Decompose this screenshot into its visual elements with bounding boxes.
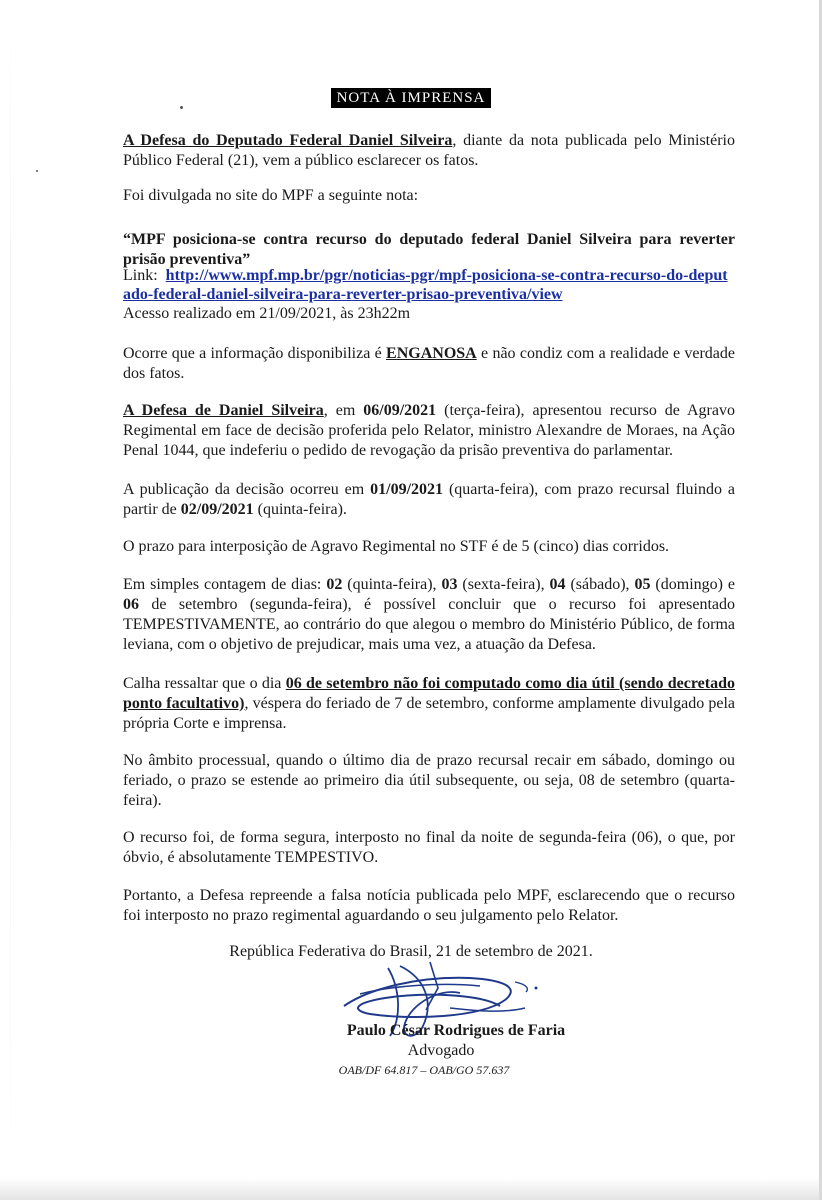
signer-name: Paulo César Rodrigues de Faria [346, 1022, 566, 1039]
ambito-paragraph: No âmbito processual, quando o último dia de prazo recursal recair em sábado, domingo ou feriado, o prazo se estende ao primeiro dia útil subsequente, ou seja, 08 de setembro (quarta-feira). [123, 752, 735, 809]
day-05: 05 [634, 576, 651, 593]
calha-highlight: 06 de setembro não foi computado como dia útil (sendo decretado ponto facultativo) [123, 675, 735, 712]
recurso-paragraph: O recurso foi, de forma segura, interposto no final da noite de segunda-feira (06), o que, por óbvio, é absolutamente TEMPESTIVO. [123, 829, 735, 866]
contagem-text-2: (quinta-feira), [342, 576, 442, 593]
signer-oab: OAB/DF 64.817 – OAB/GO 57.637 [338, 1063, 510, 1077]
day-03: 03 [441, 576, 458, 593]
signer-role: Advogado [407, 1042, 475, 1059]
portanto-paragraph: Portanto, a Defesa repreende a falsa notícia publicada pelo MPF, esclarecendo que o recurso foi interposto no prazo regimental aguardando o seu julgamento pelo Relator. [123, 887, 735, 924]
contagem-text-6: de setembro (segunda-feira), é possível concluir que o recurso foi apresentado TEMPESTIVAMENTE, ao contrário do que alegou o membro do Ministério Público, de forma leviana, com o objetivo de prejudicar, mais uma vez, a atuação da Defesa. [123, 596, 735, 653]
enganosa-paragraph [123, 344, 735, 384]
prazo-paragraph: O prazo para interposição de Agravo Regimental no STF é de 5 (cinco) dias corridos. [123, 538, 670, 555]
day-06: 06 [123, 596, 139, 613]
intro-paragraph [123, 131, 735, 171]
calha-text-2: , véspera do feriado de 7 de setembro, conforme amplamente divulgado pela própria Corte e imprensa. [123, 695, 736, 732]
publicacao-text-2: (quarta-feira), com prazo recursal fluindo a partir de [123, 481, 736, 518]
defesa-text-1: , em [323, 402, 364, 419]
place-date: República Federativa do Brasil, 21 de setembro de 2021. [229, 943, 593, 960]
publicacao-date-2: 02/09/2021 [180, 501, 254, 518]
access-date: Acesso realizado em 21/09/2021, às 23h22m [123, 305, 411, 322]
contagem-text-5: (domingo) e [650, 576, 736, 593]
page-bottom-shade [0, 1178, 819, 1200]
contagem-text-3: (sexta-feira), [457, 576, 550, 593]
day-04: 04 [549, 576, 566, 593]
title-container [0, 88, 822, 108]
enganosa-pre: Ocorre que a informação disponibiliza é [123, 345, 387, 362]
enganosa-keyword: ENGANOSA [386, 345, 477, 362]
link-paragraph [123, 266, 735, 323]
publicacao-text-3: (quinta-feira). [253, 501, 347, 518]
defesa-text-2: (terça-feira), apresentou recurso de Agravo Regimental em face de decisão proferida pelo Relator, ministro Alexandre de Moraes, na Ação Penal 1044, que indeferiu o pedido de revogação da prisão preventiva do parlamentar. [123, 402, 735, 459]
contagem-text-4: (sábado), [565, 576, 635, 593]
defesa-subject: A Defesa de Daniel Silveira [123, 402, 324, 419]
contagem-text-1: Em simples contagem de dias: [123, 576, 327, 593]
calha-text-1: Calha ressaltar que o dia [123, 675, 286, 692]
day-02: 02 [326, 576, 343, 593]
page-title: NOTA À IMPRENSA [331, 88, 492, 108]
intro-text: , diante da nota publicada pelo Ministério Público Federal (21), vem a público esclarecer os fatos. [123, 132, 735, 169]
page-fold-shadow [10, 0, 11, 1200]
publicacao-date-1: 01/09/2021 [370, 481, 444, 498]
calha-paragraph [123, 674, 735, 734]
publicacao-text-1: A publicação da decisão ocorreu em [123, 481, 371, 498]
defesa-date: 06/09/2021 [363, 402, 437, 419]
intro-subject: A Defesa do Deputado Federal Daniel Silveira [123, 132, 453, 149]
publicacao-paragraph [123, 480, 735, 520]
scan-speck [36, 170, 38, 172]
mpf-note-headline: “MPF posiciona-se contra recurso do deputado federal Daniel Silveira para reverter prisão preventiva” [123, 231, 735, 268]
mpf-note-quote [123, 230, 735, 270]
link-label: Link: [123, 267, 158, 284]
divulgada-paragraph: Foi divulgada no site do MPF a seguinte nota: [123, 187, 419, 204]
defesa-paragraph [123, 401, 735, 461]
contagem-paragraph [123, 575, 735, 655]
enganosa-post: e não condiz com a realidade e verdade dos fatos. [123, 345, 736, 382]
mpf-note-link[interactable]: http://www.mpf.mp.br/pgr/noticias-pgr/mpf-posiciona-se-contra-recurso-do-deputado-federal-daniel-silveira-para-reverter-prisao-preventiva/view [123, 267, 728, 303]
